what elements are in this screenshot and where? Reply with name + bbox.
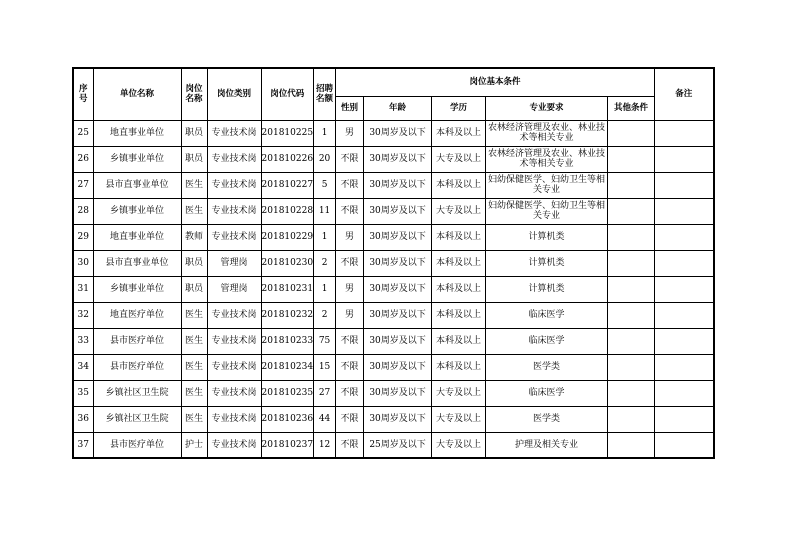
cell-age: 30周岁及以下 <box>364 224 432 250</box>
cell-unit-name: 乡镇事业单位 <box>93 276 181 302</box>
cell-unit-name: 乡镇事业单位 <box>93 198 181 224</box>
cell-remark <box>655 354 714 380</box>
table-row <box>73 120 714 146</box>
cell-major: 计算机类 <box>486 276 608 302</box>
table-body <box>73 120 714 458</box>
cell-gender: 男 <box>336 120 364 146</box>
cell-gender: 不限 <box>336 406 364 432</box>
cell-post-name: 教师 <box>181 224 207 250</box>
cell-age: 30周岁及以下 <box>364 302 432 328</box>
cell-education: 本科及以上 <box>432 172 486 198</box>
cell-gender: 不限 <box>336 432 364 458</box>
cell-unit-name: 县市医疗单位 <box>93 354 181 380</box>
cell-major: 农林经济管理及农业、林业技术等相关专业 <box>486 146 608 172</box>
cell-seq: 29 <box>73 224 93 250</box>
cell-remark <box>655 328 714 354</box>
cell-other <box>608 302 655 328</box>
cell-education: 大专及以上 <box>432 432 486 458</box>
cell-major: 临床医学 <box>486 328 608 354</box>
cell-post-code: 201810235 <box>261 380 314 406</box>
cell-post-type: 专业技术岗 <box>207 172 261 198</box>
cell-education: 本科及以上 <box>432 302 486 328</box>
cell-other <box>608 406 655 432</box>
cell-post-name: 医生 <box>181 198 207 224</box>
cell-unit-name: 乡镇事业单位 <box>93 146 181 172</box>
cell-post-code: 201810236 <box>261 406 314 432</box>
cell-post-type: 管理岗 <box>207 250 261 276</box>
table-row <box>73 276 714 302</box>
cell-seq: 35 <box>73 380 93 406</box>
cell-post-name: 职员 <box>181 120 207 146</box>
cell-major: 临床医学 <box>486 302 608 328</box>
cell-post-type: 专业技术岗 <box>207 302 261 328</box>
cell-major: 农林经济管理及农业、林业技术等相关专业 <box>486 120 608 146</box>
cell-post-code: 201810233 <box>261 328 314 354</box>
cell-seq: 30 <box>73 250 93 276</box>
cell-age: 30周岁及以下 <box>364 406 432 432</box>
cell-other <box>608 354 655 380</box>
cell-post-type: 专业技术岗 <box>207 354 261 380</box>
cell-education: 大专及以上 <box>432 380 486 406</box>
header-unit-name: 单位名称 <box>93 68 181 120</box>
cell-quota: 75 <box>314 328 336 354</box>
cell-seq: 28 <box>73 198 93 224</box>
table-row <box>73 146 714 172</box>
cell-quota: 11 <box>314 198 336 224</box>
header-post-type: 岗位类别 <box>207 68 261 120</box>
cell-other <box>608 120 655 146</box>
table-row <box>73 172 714 198</box>
cell-age: 30周岁及以下 <box>364 250 432 276</box>
table-row <box>73 328 714 354</box>
cell-gender: 男 <box>336 276 364 302</box>
cell-post-code: 201810237 <box>261 432 314 458</box>
cell-quota: 2 <box>314 302 336 328</box>
cell-quota: 12 <box>314 432 336 458</box>
table-row <box>73 432 714 458</box>
cell-remark <box>655 432 714 458</box>
cell-other <box>608 250 655 276</box>
cell-seq: 33 <box>73 328 93 354</box>
table-row <box>73 224 714 250</box>
cell-gender: 不限 <box>336 250 364 276</box>
table-row <box>73 250 714 276</box>
cell-age: 30周岁及以下 <box>364 380 432 406</box>
cell-post-name: 医生 <box>181 354 207 380</box>
cell-other <box>608 328 655 354</box>
cell-major: 妇幼保健医学、妇幼卫生等相关专业 <box>486 172 608 198</box>
cell-unit-name: 乡镇社区卫生院 <box>93 380 181 406</box>
cell-education: 大专及以上 <box>432 198 486 224</box>
cell-gender: 男 <box>336 302 364 328</box>
cell-post-code: 201810226 <box>261 146 314 172</box>
cell-gender: 不限 <box>336 354 364 380</box>
cell-seq: 36 <box>73 406 93 432</box>
cell-gender: 不限 <box>336 146 364 172</box>
header-education: 学历 <box>432 96 486 120</box>
recruitment-table <box>72 67 715 459</box>
header-major: 专业要求 <box>486 96 608 120</box>
cell-remark <box>655 276 714 302</box>
cell-remark <box>655 146 714 172</box>
cell-post-code: 201810227 <box>261 172 314 198</box>
cell-post-type: 专业技术岗 <box>207 146 261 172</box>
cell-age: 30周岁及以下 <box>364 146 432 172</box>
cell-unit-name: 地直事业单位 <box>93 224 181 250</box>
cell-quota: 44 <box>314 406 336 432</box>
cell-unit-name: 县市直事业单位 <box>93 172 181 198</box>
cell-post-type: 专业技术岗 <box>207 198 261 224</box>
cell-major: 妇幼保健医学、妇幼卫生等相关专业 <box>486 198 608 224</box>
cell-quota: 1 <box>314 276 336 302</box>
cell-post-name: 职员 <box>181 276 207 302</box>
cell-major: 计算机类 <box>486 224 608 250</box>
cell-seq: 31 <box>73 276 93 302</box>
cell-major: 医学类 <box>486 354 608 380</box>
cell-other <box>608 198 655 224</box>
cell-major: 医学类 <box>486 406 608 432</box>
cell-quota: 5 <box>314 172 336 198</box>
cell-education: 本科及以上 <box>432 250 486 276</box>
cell-unit-name: 地直医疗单位 <box>93 302 181 328</box>
cell-age: 25周岁及以下 <box>364 432 432 458</box>
cell-age: 30周岁及以下 <box>364 198 432 224</box>
cell-post-name: 医生 <box>181 406 207 432</box>
header-seq: 序号 <box>73 68 93 120</box>
cell-gender: 不限 <box>336 172 364 198</box>
cell-seq: 37 <box>73 432 93 458</box>
cell-education: 大专及以上 <box>432 146 486 172</box>
cell-post-type: 专业技术岗 <box>207 380 261 406</box>
cell-education: 本科及以上 <box>432 120 486 146</box>
cell-age: 30周岁及以下 <box>364 172 432 198</box>
cell-education: 本科及以上 <box>432 354 486 380</box>
header-gender: 性别 <box>336 96 364 120</box>
cell-post-type: 专业技术岗 <box>207 120 261 146</box>
cell-post-name: 护士 <box>181 432 207 458</box>
cell-post-code: 201810234 <box>261 354 314 380</box>
header-other: 其他条件 <box>608 96 655 120</box>
header-post-code: 岗位代码 <box>261 68 314 120</box>
header-remark: 备注 <box>655 68 714 120</box>
cell-post-code: 201810232 <box>261 302 314 328</box>
cell-remark <box>655 250 714 276</box>
cell-post-type: 专业技术岗 <box>207 328 261 354</box>
table-row <box>73 406 714 432</box>
cell-other <box>608 276 655 302</box>
cell-age: 30周岁及以下 <box>364 276 432 302</box>
cell-education: 本科及以上 <box>432 224 486 250</box>
cell-quota: 1 <box>314 224 336 250</box>
cell-seq: 27 <box>73 172 93 198</box>
cell-quota: 1 <box>314 120 336 146</box>
cell-unit-name: 县市医疗单位 <box>93 328 181 354</box>
cell-post-code: 201810229 <box>261 224 314 250</box>
header-age: 年龄 <box>364 96 432 120</box>
cell-post-type: 专业技术岗 <box>207 406 261 432</box>
table-row <box>73 380 714 406</box>
cell-major: 护理及相关专业 <box>486 432 608 458</box>
cell-major: 计算机类 <box>486 250 608 276</box>
cell-education: 本科及以上 <box>432 276 486 302</box>
cell-age: 30周岁及以下 <box>364 328 432 354</box>
cell-post-code: 201810228 <box>261 198 314 224</box>
cell-post-type: 专业技术岗 <box>207 224 261 250</box>
cell-seq: 26 <box>73 146 93 172</box>
cell-gender: 男 <box>336 224 364 250</box>
cell-quota: 27 <box>314 380 336 406</box>
cell-unit-name: 县市医疗单位 <box>93 432 181 458</box>
cell-seq: 25 <box>73 120 93 146</box>
cell-age: 30周岁及以下 <box>364 354 432 380</box>
cell-education: 本科及以上 <box>432 328 486 354</box>
cell-unit-name: 乡镇社区卫生院 <box>93 406 181 432</box>
header-basic-conditions: 岗位基本条件 <box>336 68 655 96</box>
cell-unit-name: 地直事业单位 <box>93 120 181 146</box>
cell-major: 临床医学 <box>486 380 608 406</box>
cell-other <box>608 224 655 250</box>
cell-quota: 15 <box>314 354 336 380</box>
cell-seq: 34 <box>73 354 93 380</box>
header-post-name: 岗位名称 <box>181 68 207 120</box>
cell-post-name: 职员 <box>181 146 207 172</box>
cell-post-type: 管理岗 <box>207 276 261 302</box>
table-row <box>73 198 714 224</box>
cell-unit-name: 县市直事业单位 <box>93 250 181 276</box>
table-row <box>73 354 714 380</box>
cell-quota: 20 <box>314 146 336 172</box>
cell-gender: 不限 <box>336 328 364 354</box>
cell-age: 30周岁及以下 <box>364 120 432 146</box>
cell-other <box>608 172 655 198</box>
cell-seq: 32 <box>73 302 93 328</box>
cell-remark <box>655 198 714 224</box>
cell-post-name: 医生 <box>181 380 207 406</box>
cell-post-code: 201810225 <box>261 120 314 146</box>
cell-gender: 不限 <box>336 380 364 406</box>
cell-post-name: 医生 <box>181 302 207 328</box>
cell-gender: 不限 <box>336 198 364 224</box>
table-row <box>73 302 714 328</box>
cell-remark <box>655 120 714 146</box>
cell-remark <box>655 406 714 432</box>
cell-remark <box>655 172 714 198</box>
cell-post-type: 专业技术岗 <box>207 432 261 458</box>
cell-remark <box>655 302 714 328</box>
cell-post-name: 职员 <box>181 250 207 276</box>
cell-other <box>608 146 655 172</box>
cell-remark <box>655 380 714 406</box>
cell-education: 大专及以上 <box>432 406 486 432</box>
cell-quota: 2 <box>314 250 336 276</box>
cell-post-code: 201810231 <box>261 276 314 302</box>
cell-post-code: 201810230 <box>261 250 314 276</box>
cell-other <box>608 380 655 406</box>
header-quota: 招聘名额 <box>314 68 336 120</box>
cell-remark <box>655 224 714 250</box>
cell-post-name: 医生 <box>181 172 207 198</box>
cell-post-name: 医生 <box>181 328 207 354</box>
cell-other <box>608 432 655 458</box>
